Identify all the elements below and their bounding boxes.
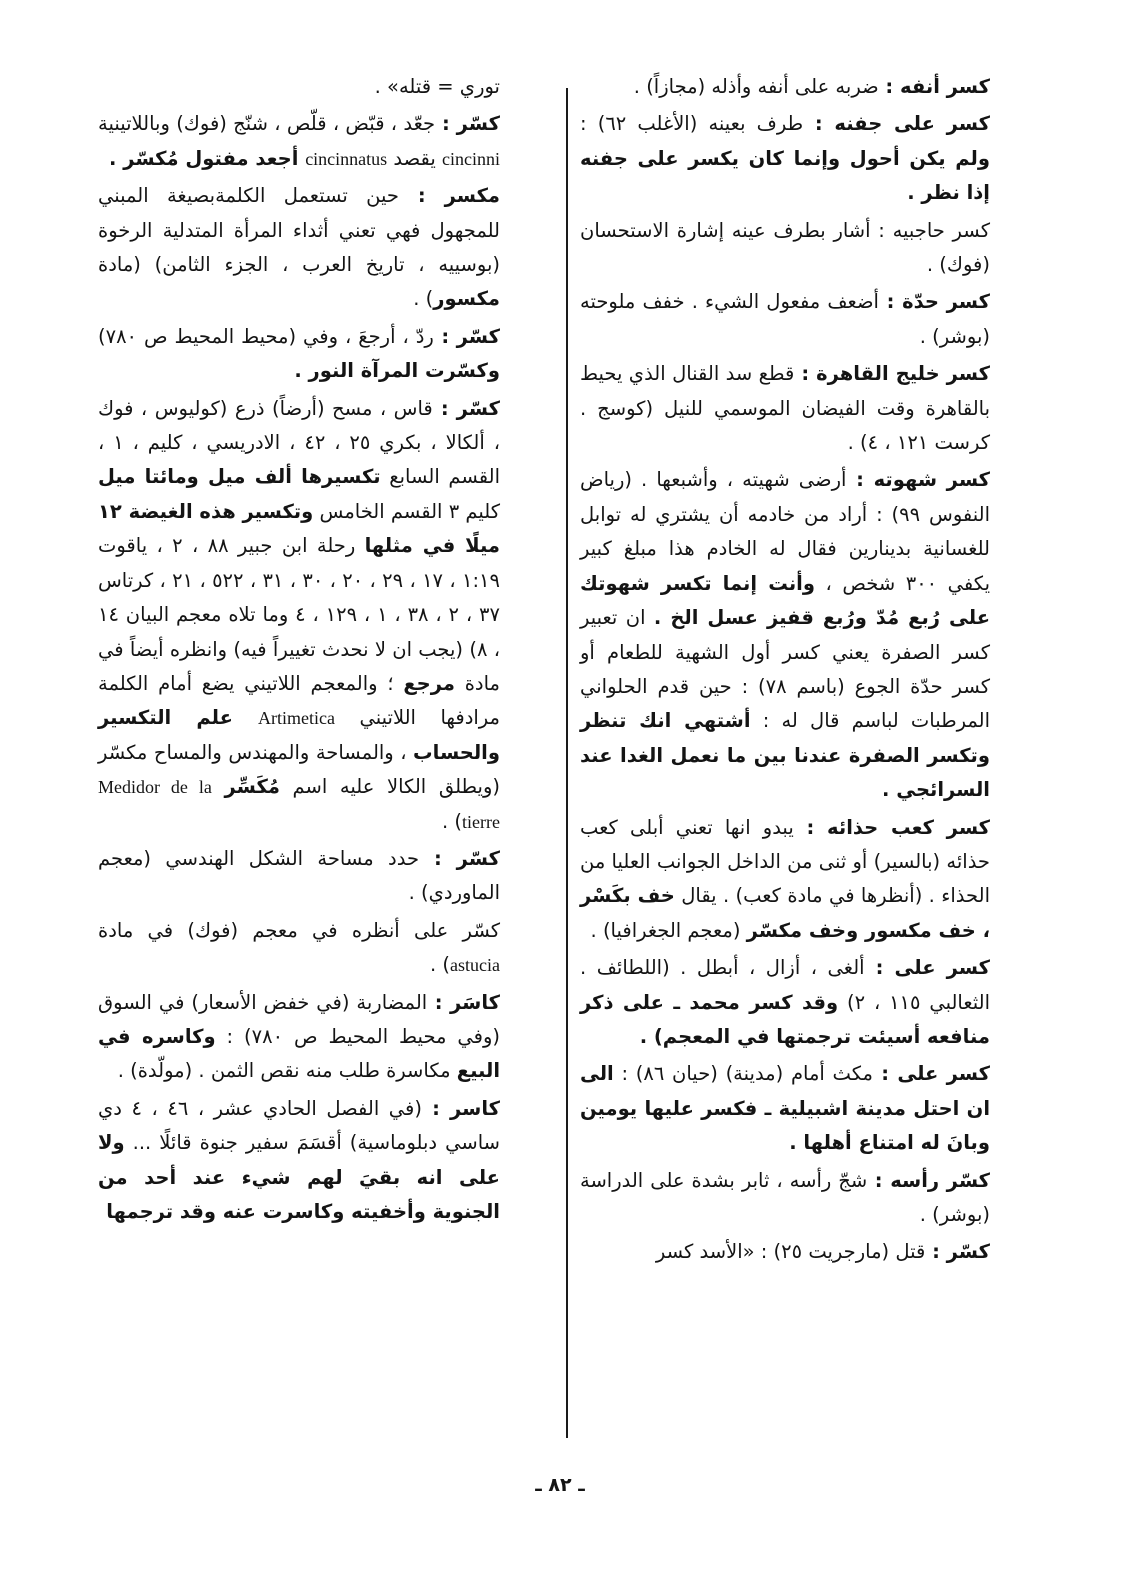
- entry-headword-text: ولا على انه بقيَ لهم شيء عند أحد من الجنوية وأخفيته وكاسرت عنه وقد ترجمها: [98, 1131, 500, 1223]
- entry-headword-text: أجعد مفتول مُكسّر .: [109, 146, 306, 170]
- entry-text: ؛ والمعجم اللاتيني يضع أمام الكلمة مرادفها اللاتيني: [98, 671, 500, 730]
- entry-headword-text: كسر حدّة :: [878, 290, 990, 314]
- entry-text: قتل (مارجريت ٢٥) : «الأسد كسر: [655, 1240, 926, 1264]
- dictionary-entry: [98, 914, 500, 983]
- dictionary-entry: [580, 1057, 990, 1160]
- entry-headword-text: ولم يكن أحول وإنما كان يكسر على جفنه إذا نظر .: [580, 146, 990, 205]
- dictionary-entry: [98, 320, 500, 389]
- entry-text: طرف بعينه (الأغلب ٦٢) :: [580, 112, 804, 136]
- entry-text: حدد مساحة الشكل الهندسي (معجم الماوردي) .: [98, 846, 500, 905]
- entry-text: ، والمساحة والمهندس والمساح مكسّر (ويطلق الكالا عليه اسم: [98, 740, 500, 799]
- entry-headword-text: كسر على :: [872, 1062, 990, 1086]
- entry-headword-text: مكسر :: [398, 184, 500, 208]
- dictionary-entry: [98, 107, 500, 176]
- entry-text: قطع سد القنال الذي يحيط بالقاهرة وقت الفيضان الموسمي للنيل (كوسج . كرست ١٢١ ، ٤) .: [580, 362, 990, 455]
- dictionary-entry: [98, 70, 500, 104]
- entry-text: ألغى ، أزال ، أبطل . (اللطائف . الثعالبي ١١٥ ، ٢): [580, 956, 990, 1014]
- dictionary-entry: [580, 214, 990, 283]
- entry-text: ) .: [413, 287, 434, 311]
- entry-headword-text: كسّر :: [925, 1240, 990, 1264]
- dictionary-entry: [580, 811, 990, 949]
- entry-headword-text: كسر شهوته :: [846, 468, 990, 492]
- latin-term: cincinnatus: [305, 148, 388, 169]
- entry-text: شجّ رأسه ، ثابر بشدة على الدراسة (بوشر) .: [580, 1168, 990, 1226]
- dictionary-entry: [580, 463, 990, 807]
- entry-text: يقصد: [387, 146, 443, 170]
- dictionary-entry: [98, 842, 500, 911]
- latin-term: Artimetica: [258, 708, 335, 729]
- entry-text: يبدو انها تعني أبلى كعب حذائه (بالسير) أو ثنى من الداخل الجوانب العليا من الحذاء . (أنظرها في مادة كعب) . يقال: [580, 815, 990, 908]
- entry-headword-text: وأنت إنما تكسر شهوتك على رُبع مُدّ ورُبع قفيز عسل الخ .: [580, 571, 991, 630]
- entry-headword-text: كسر خليج القاهرة :: [794, 362, 990, 386]
- entry-text: كسّر على أنظره في معجم (فوك) في مادة: [98, 918, 500, 942]
- entry-headword-text: كسّر :: [432, 396, 500, 420]
- dictionary-entry: [98, 179, 500, 317]
- entry-text: كسر حاجبيه : أشار بطرف عينه إشارة الاستحسان (فوك) .: [580, 218, 990, 277]
- entry-headword-text: كسّر :: [433, 324, 500, 348]
- left-column: [98, 70, 500, 1232]
- entry-text: مكاسرة طلب منه نقص الثمن . (مولّدة) .: [117, 1059, 457, 1083]
- entry-headword-text: كسر كعب حذائه :: [793, 815, 990, 839]
- entry-text: [212, 775, 225, 798]
- entry-text: حين تستعمل الكلمةبصيغة المبني للمجهول فهي تعني أثداء المرأة المتدلية الرخوة (بوسييه ، تاريخ العرب ، الجزء الثامن) (مادة: [98, 184, 500, 277]
- latin-term: cincinni: [442, 148, 500, 169]
- entry-headword-text: وكسّرت المرآة النور .: [294, 359, 500, 383]
- entry-text: كليم ٣ القسم الخامس: [313, 499, 500, 523]
- entry-headword-text: علم التكسير والحساب: [98, 706, 500, 764]
- entry-text: جعّد ، قبّض ، قلّص ، شنّج (فوك) وباللاتينية: [98, 112, 436, 136]
- dictionary-entry: [580, 1164, 990, 1233]
- entry-text: أرضى شهيته ، وأشبعها . (رياض النفوس ٩٩) : أراد من خادمه أن يشتري له توابل للغسانية بدينارين فقال له الخادم هذا مبلغ كبير يكفي ٣٠٠ شخص ،: [580, 468, 991, 595]
- dictionary-entry: [580, 70, 990, 104]
- entry-headword-text: وقد كسر محمد ـ على ذكر منافعه أسيئت ترجمتها في المعجم) .: [580, 990, 990, 1048]
- entry-headword-text: وكاسره في البيع: [98, 1024, 500, 1083]
- entry-headword-text: خف بكَسْر ، خف مكسور وخف مكسّر: [580, 884, 990, 942]
- entry-text: ردّ ، أرجعَ ، وفي (محيط المحيط ص ٧٨٠): [98, 324, 434, 348]
- entry-text: المضاربة (في خفض الأسعار) في السوق (وفي محيط المحيط ص ٧٨٠) :: [98, 990, 500, 1048]
- entry-headword-text: كسّر رأسه :: [867, 1168, 990, 1192]
- entry-text: قاس ، مسح (أرضاً) ذرع (كوليوس ، فوك ، ألكالا ، بكري ٢٥ ، ٤٢ ، الادريسي ، كليم ، ١ ، القسم السابع: [98, 396, 500, 489]
- entry-headword-text: كسر أنفه :: [878, 75, 990, 98]
- entry-headword-text: كسر على جفنه :: [803, 112, 990, 136]
- entry-text: أضعف مفعول الشيء . خفف ملوحته (بوشر) .: [580, 290, 990, 348]
- entry-headword-text: أشتهي انك تنظر وتكسر الصفرة عندنا بين ما نعمل الغدا عند السرائجي .: [580, 709, 990, 802]
- entry-text: مكث أمام (مدينة) (حيان ٨٦) :: [613, 1062, 873, 1086]
- entry-text: (معجم الجغرافيا) .: [590, 918, 747, 942]
- entry-headword-text: كسر على :: [864, 956, 990, 980]
- latin-term: astucia: [450, 955, 500, 976]
- entry-headword-text: مرجع: [403, 671, 455, 695]
- dictionary-entry: [98, 986, 500, 1089]
- entry-headword-text: كاسَر :: [427, 990, 500, 1014]
- column-divider: [566, 88, 568, 1438]
- entry-text: توري = قتله» .: [374, 75, 500, 98]
- entry-headword-text: مكسور: [433, 287, 500, 311]
- entry-text: ) .: [430, 953, 451, 977]
- entry-text: ضربه على أنفه وأذله (مجازاً) .: [633, 75, 879, 98]
- latin-term: Medidor de la tierre: [98, 777, 500, 832]
- dictionary-entry: [98, 1092, 500, 1230]
- entry-text: ) .: [442, 809, 463, 833]
- dictionary-entry: [580, 107, 990, 210]
- entry-headword-text: كسّر :: [435, 112, 500, 136]
- entry-headword-text: الى ان احتل مدينة اشبيلية ـ فكسر عليها يومين وبانَ له امتناع أهلها .: [580, 1062, 990, 1155]
- dictionary-entry: [580, 1235, 990, 1269]
- entry-headword-text: كاسر :: [421, 1096, 500, 1120]
- entry-text: رحلة ابن جبير ٨٨ ، ٢ ، ياقوت ١:١٩ ، ١٧ ، ٢٩ ، ٢٠ ، ٣٠ ، ٣١ ، ٥٢٢ ، ٢١ ، كرتاس ٣٧ ، ٢ ، ٣٨ ، ١ ، ١٢٩ ، ٤ وما تلاه معجم البيان ١٤ ، ٨) (يجب ان لا نحدث تغييراً فيه) وانظره أيضاً في مادة: [98, 534, 500, 695]
- right-column: [580, 70, 990, 1273]
- entry-text: ان تعبير كسر الصفرة يعني كسر أول الشهية للطعام أو كسر حدّة الجوع (باسم ٧٨) : حين قدم الحلواني المرطبات لباسم قال له :: [580, 606, 990, 733]
- entry-headword-text: مُكَسِّر: [224, 775, 280, 799]
- entry-headword-text: وتكسير هذه الغيضة ١٢ ميلًا في مثلها: [98, 499, 500, 558]
- entry-headword-text: كسّر :: [419, 846, 500, 870]
- dictionary-entry: [98, 392, 500, 839]
- dictionary-entry: [580, 285, 990, 354]
- page-number: ـ ٨٢ ـ: [535, 1474, 585, 1496]
- dictionary-entry: [580, 357, 990, 460]
- dictionary-entry: [580, 951, 990, 1054]
- entry-headword-text: تكسيرها ألف ميل ومائتا ميل: [98, 465, 381, 489]
- entry-text: (في الفصل الحادي عشر ، ٤٦ ، ٤ دي ساسي دبلوماسية) أقسَمَ سفير جنوة قائلًا ...: [98, 1096, 500, 1155]
